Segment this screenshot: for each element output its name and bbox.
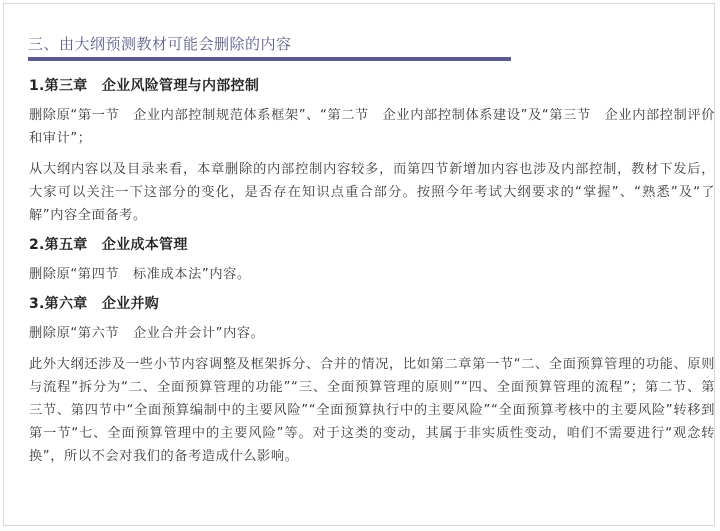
item-heading: 3.第六章 企业并购 [29,296,160,312]
item-heading: 2.第五章 企业成本管理 [29,237,188,253]
item-heading: 1.第三章 企业风险管理与内部控制 [29,78,260,94]
title-underline [28,57,511,61]
item-paragraph: 从大纲内容以及目录来看，本章删除的内部控制内容较多，而第四节新增加内容也涉及内部控制，教材下发后，大家可以关注一下这部分的变化，是否存在知识点重合部分。按照今年考试大纲要求的“掌握”、“熟悉”及“了解”内容全面备考。 [29,162,715,223]
item-paragraph: 此外大纲还涉及一些小节内容调整及框架拆分、合并的情况，比如第二章第一节“二、全面预算管理的功能、原则与流程”拆分为“二、全面预算管理的功能”“三、全面预算管理的原则”“四、全面预算管理的流程”；第二节、第三节、第四节中“全面预算编制中的主要风险”“全面预算执行中的主要风险”“全面预算考核中的主要风险”转移到第一节“七、全面预算管理中的主要风险”等。对于这类的变动，其属于非实质性变动，咱们不需要进行“观念转换”，所以不会对我们的备考造成什么影响。 [29,357,715,464]
item-paragraph: 删除原“第四节 标准成本法”内容。 [29,267,251,282]
section-title: 三、由大纲预测教材可能会删除的内容 [28,35,292,53]
article-body [29,76,715,476]
item-paragraph: 删除原“第一节 企业内部控制规范体系框架”、“第二节 企业内部控制体系建设”及“第三节 企业内部控制评价和审计”； [29,108,715,146]
item-paragraph: 删除原“第六节 企业合并会计”内容。 [29,326,265,341]
